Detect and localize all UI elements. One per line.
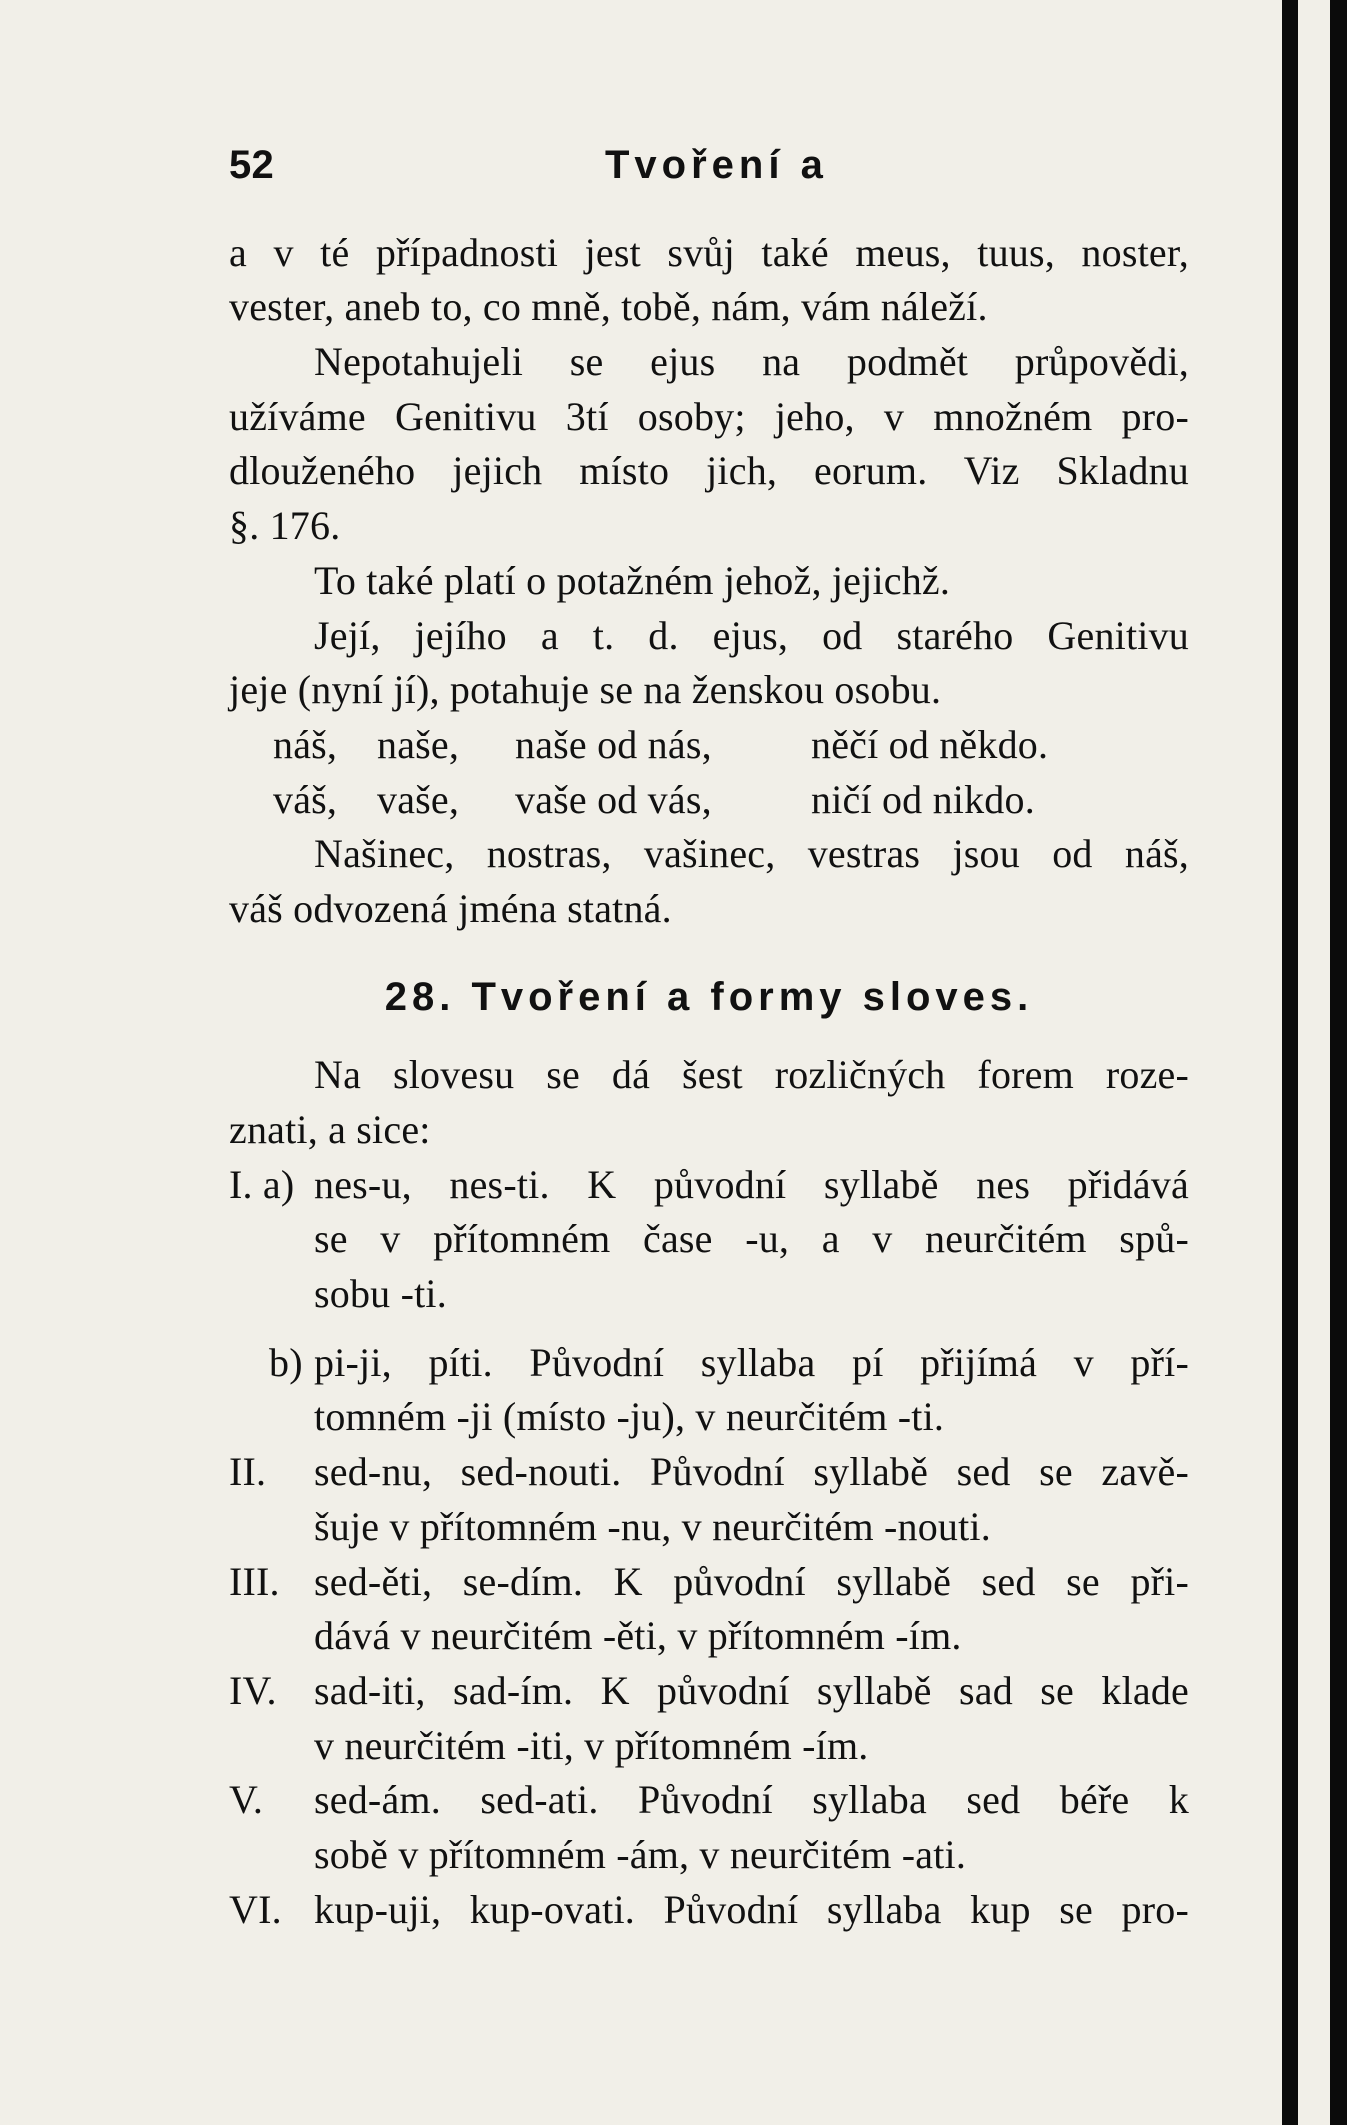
table-cell: naše od nás,: [515, 721, 712, 767]
form-line: tomném -ji (místo -ju), v neurčitém -ti.: [314, 1394, 945, 1440]
form-line: v neurčitém -iti, v přítomném -ím.: [314, 1722, 869, 1768]
form-item: [229, 1773, 1189, 1828]
pronoun-table-row: [229, 718, 1189, 773]
form-line: sobu -ti.: [314, 1271, 447, 1317]
form-line: sobě v přítomném -ám, v neurčitém -ati.: [314, 1831, 967, 1877]
form-label: VI.: [229, 1886, 282, 1932]
form-line: nes-u, nes-ti. K původní syllabě nes přidává: [314, 1161, 1189, 1207]
form-label: b): [269, 1339, 303, 1385]
paragraph-line: užíváme Genitivu 3tí osoby; jeho, v množném pro-: [229, 393, 1189, 439]
pronoun-table-row: [229, 773, 1189, 828]
form-line: sad-iti, sad-ím. K původní syllabě sad se klade: [314, 1667, 1189, 1713]
form-line: sed-ám. sed-ati. Původní syllaba sed béře k: [314, 1777, 1189, 1823]
form-label: III.: [229, 1558, 280, 1604]
form-line: kup-uji, kup-ovati. Původní syllaba kup se pro-: [314, 1886, 1189, 1932]
form-line: sed-ěti, se-dím. K původní syllabě sed se při-: [314, 1558, 1189, 1604]
running-header: [229, 138, 1189, 193]
paragraph-line: jeje (nyní jí), potahuje se na ženskou osobu.: [229, 667, 942, 713]
form-line: se v přítomném čase -u, a v neurčitém spů-: [314, 1216, 1189, 1262]
form-item: [229, 1336, 1189, 1391]
table-cell: vaše od vás,: [515, 776, 712, 822]
form-label: IV.: [229, 1667, 277, 1713]
form-item: [229, 1883, 1189, 1938]
paragraph-line: Našinec, nostras, vašinec, vestras jsou od náš,: [314, 831, 1189, 877]
form-line: sed-nu, sed-nouti. Původní syllabě sed se zavě-: [314, 1449, 1189, 1495]
page-number: 52: [229, 143, 274, 187]
form-line: pi-ji, píti. Původní syllaba pí přijímá v pří-: [314, 1339, 1189, 1385]
table-cell: něčí od někdo.: [811, 721, 1049, 767]
table-cell: vaše,: [377, 776, 460, 822]
form-label: V.: [229, 1777, 264, 1823]
form-item: [229, 1158, 1189, 1213]
section-heading: 28. Tvoření a formy sloves.: [384, 974, 1034, 1019]
form-item: [229, 1664, 1189, 1719]
running-title: Tvoření a: [605, 143, 828, 187]
table-cell: ničí od nikdo.: [811, 776, 1035, 822]
form-item: [229, 1445, 1189, 1500]
paragraph-line: Na slovesu se dá šest rozličných forem roze-: [314, 1052, 1189, 1098]
paragraph-line: a v té případnosti jest svůj také meus, tuus, noster,: [229, 229, 1189, 275]
paragraph-line: Její, jejího a t. d. ejus, od starého Genitivu: [314, 612, 1189, 658]
form-line: dává v neurčitém -ěti, v přítomném -ím.: [314, 1613, 962, 1659]
paragraph-line: váš odvozená jména statná.: [229, 885, 672, 931]
paragraph-line: dlouženého jejich místo jich, eorum. Viz Skladnu: [229, 448, 1189, 494]
table-cell: váš,: [273, 776, 338, 822]
paragraph-line: §. 176.: [229, 503, 341, 549]
page-text-block: [229, 138, 1189, 1937]
paragraph-line: vester, aneb to, co mně, tobě, nám, vám náleží.: [229, 284, 988, 330]
paragraph-line: znati, a sice:: [229, 1107, 431, 1152]
form-item: [229, 1555, 1189, 1610]
table-cell: naše,: [377, 721, 460, 767]
table-cell: náš,: [273, 721, 338, 767]
paragraph-line: Nepotahujeli se ejus na podmět průpovědi,: [314, 339, 1189, 385]
form-label: II.: [229, 1449, 267, 1495]
form-line: šuje v přítomném -nu, v neurčitém -nouti.: [314, 1503, 991, 1549]
paragraph-line: To také platí o potažném jehož, jejichž.: [314, 557, 951, 603]
form-label: I. a): [229, 1161, 295, 1207]
adjacent-page-edge: [1298, 0, 1330, 2125]
